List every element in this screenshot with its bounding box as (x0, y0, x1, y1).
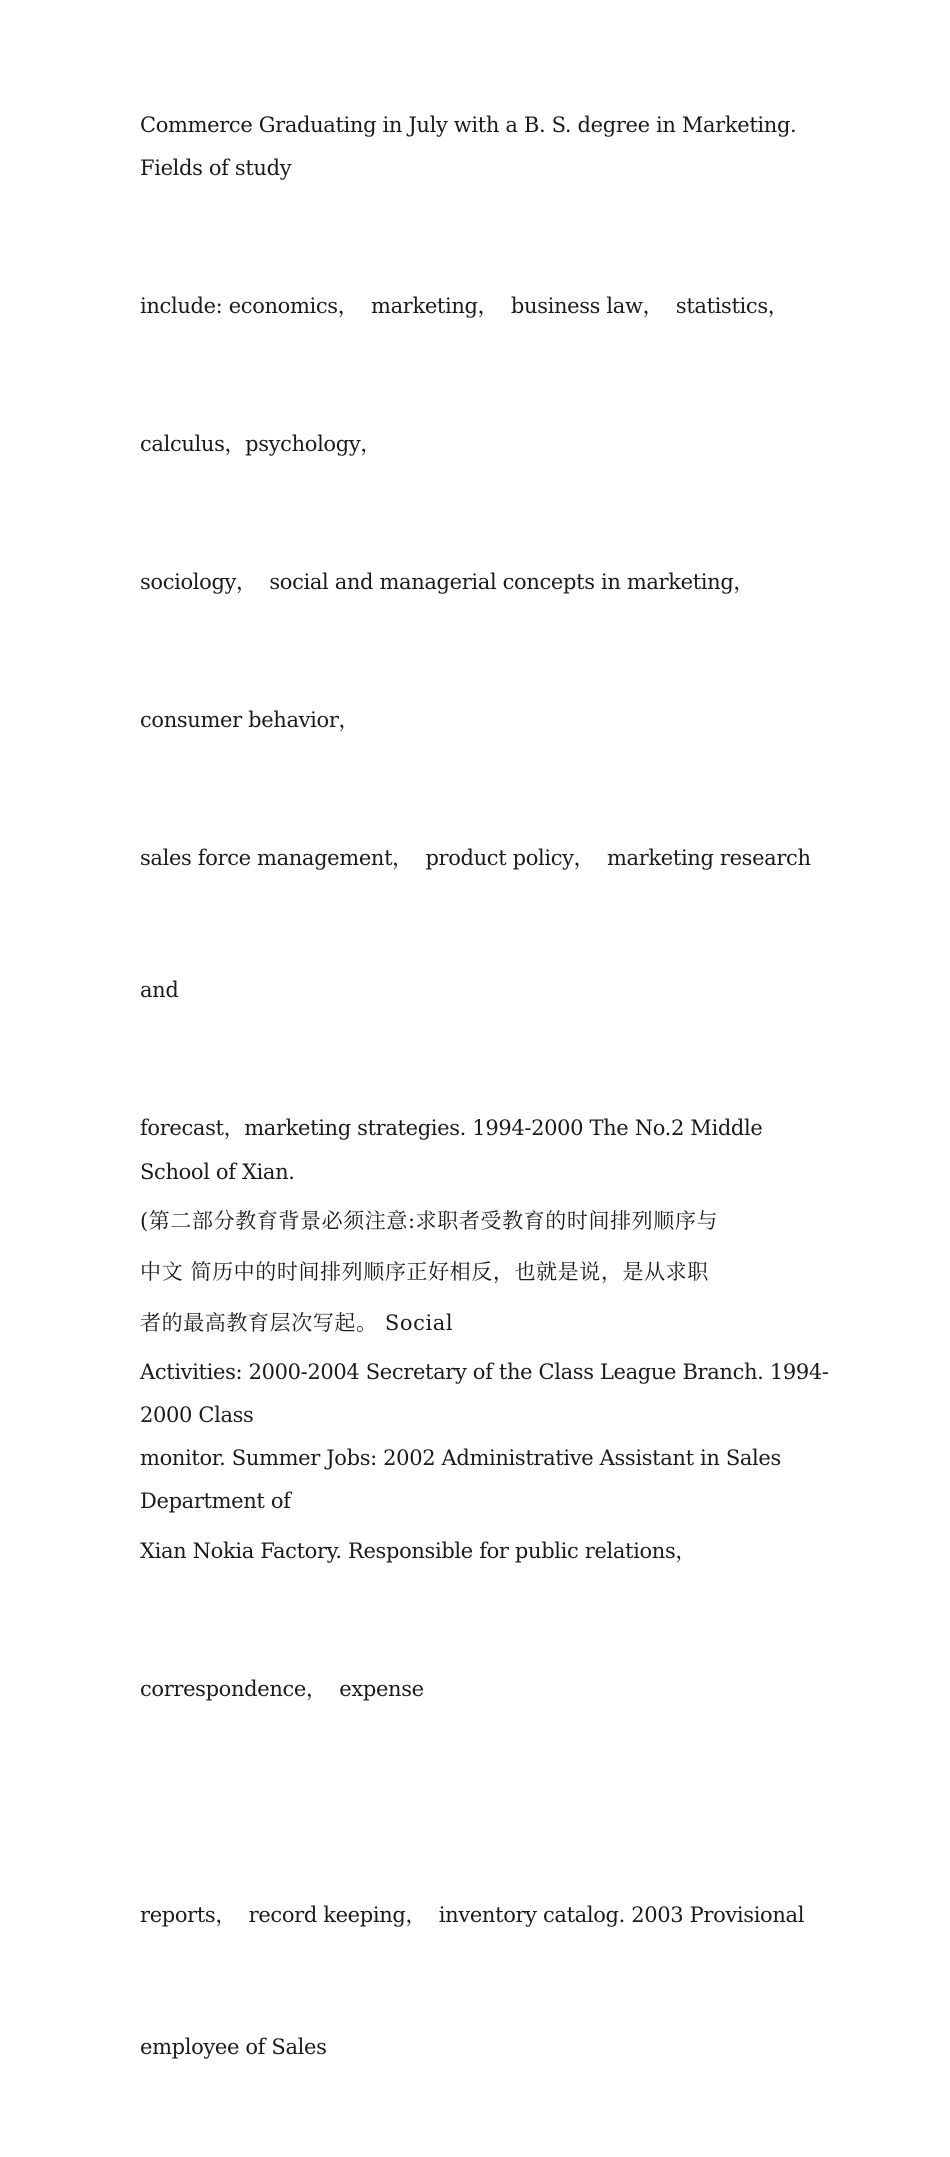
text-line: sales force management， product policy， marketing research (140, 846, 811, 870)
text-line: 中文 简历中的时间排列顺序正好相反，也就是说，是从求职 (140, 1260, 709, 1284)
text-line: Department of (140, 1489, 291, 1513)
paragraph-courses (140, 472, 810, 692)
text-line: School of Xian. (140, 1160, 295, 1184)
text-line: and (140, 978, 179, 1002)
text-line: correspondence， expense (140, 1677, 424, 1701)
text-line: forecast，marketing strategies. 1994-2000 The No.2 Middle (140, 1116, 763, 1140)
paragraph-courses (140, 698, 810, 742)
text-line: Commerce Graduating in July with a B. S. degree in Marketing. (140, 113, 797, 137)
text-line: consumer behavior， (140, 708, 360, 732)
paragraph-education-degree (140, 104, 810, 190)
text-line: Activities: 2000-2004 Secretary of the Class League Branch. 1994- (140, 1360, 829, 1384)
text-line: employee of Sales (140, 2035, 327, 2059)
text-line: (第二部分教育背景必须注意:求职者受教育的时间排列顺序与 (140, 1209, 719, 1233)
text-line: 者的最高教育层次写起。 Social (140, 1311, 454, 1335)
text-line: sociology， social and managerial concepts in marketing， (140, 570, 755, 594)
paragraph-social-activities (140, 1351, 829, 1437)
paragraph-responsibilities (140, 1529, 810, 1573)
paragraph-courses (140, 422, 810, 466)
text-line: reports， record keeping， inventory catalog. 2003 Provisional (140, 1903, 805, 1927)
paragraph-middle-school (140, 1106, 810, 1194)
paragraph-fields-of-study (140, 196, 810, 416)
paragraph-responsibilities (140, 1579, 810, 1799)
paragraph-provisional-employee (140, 1805, 810, 2157)
paragraph-education-note (140, 1196, 810, 1349)
text-line: monitor. Summer Jobs: 2002 Administrative Assistant in Sales (140, 1446, 781, 1470)
document-body (140, 104, 829, 2157)
text-line: Fields of study (140, 156, 292, 180)
text-line: include: economics， marketing， business law， statistics， (140, 294, 789, 318)
text-line: calculus，psychology， (140, 432, 381, 456)
paragraph-summer-jobs (140, 1437, 810, 1523)
text-line: Xian Nokia Factory. Responsible for public relations， (140, 1539, 697, 1563)
paragraph-courses (140, 748, 810, 1100)
text-line: 2000 Class (140, 1403, 254, 1427)
